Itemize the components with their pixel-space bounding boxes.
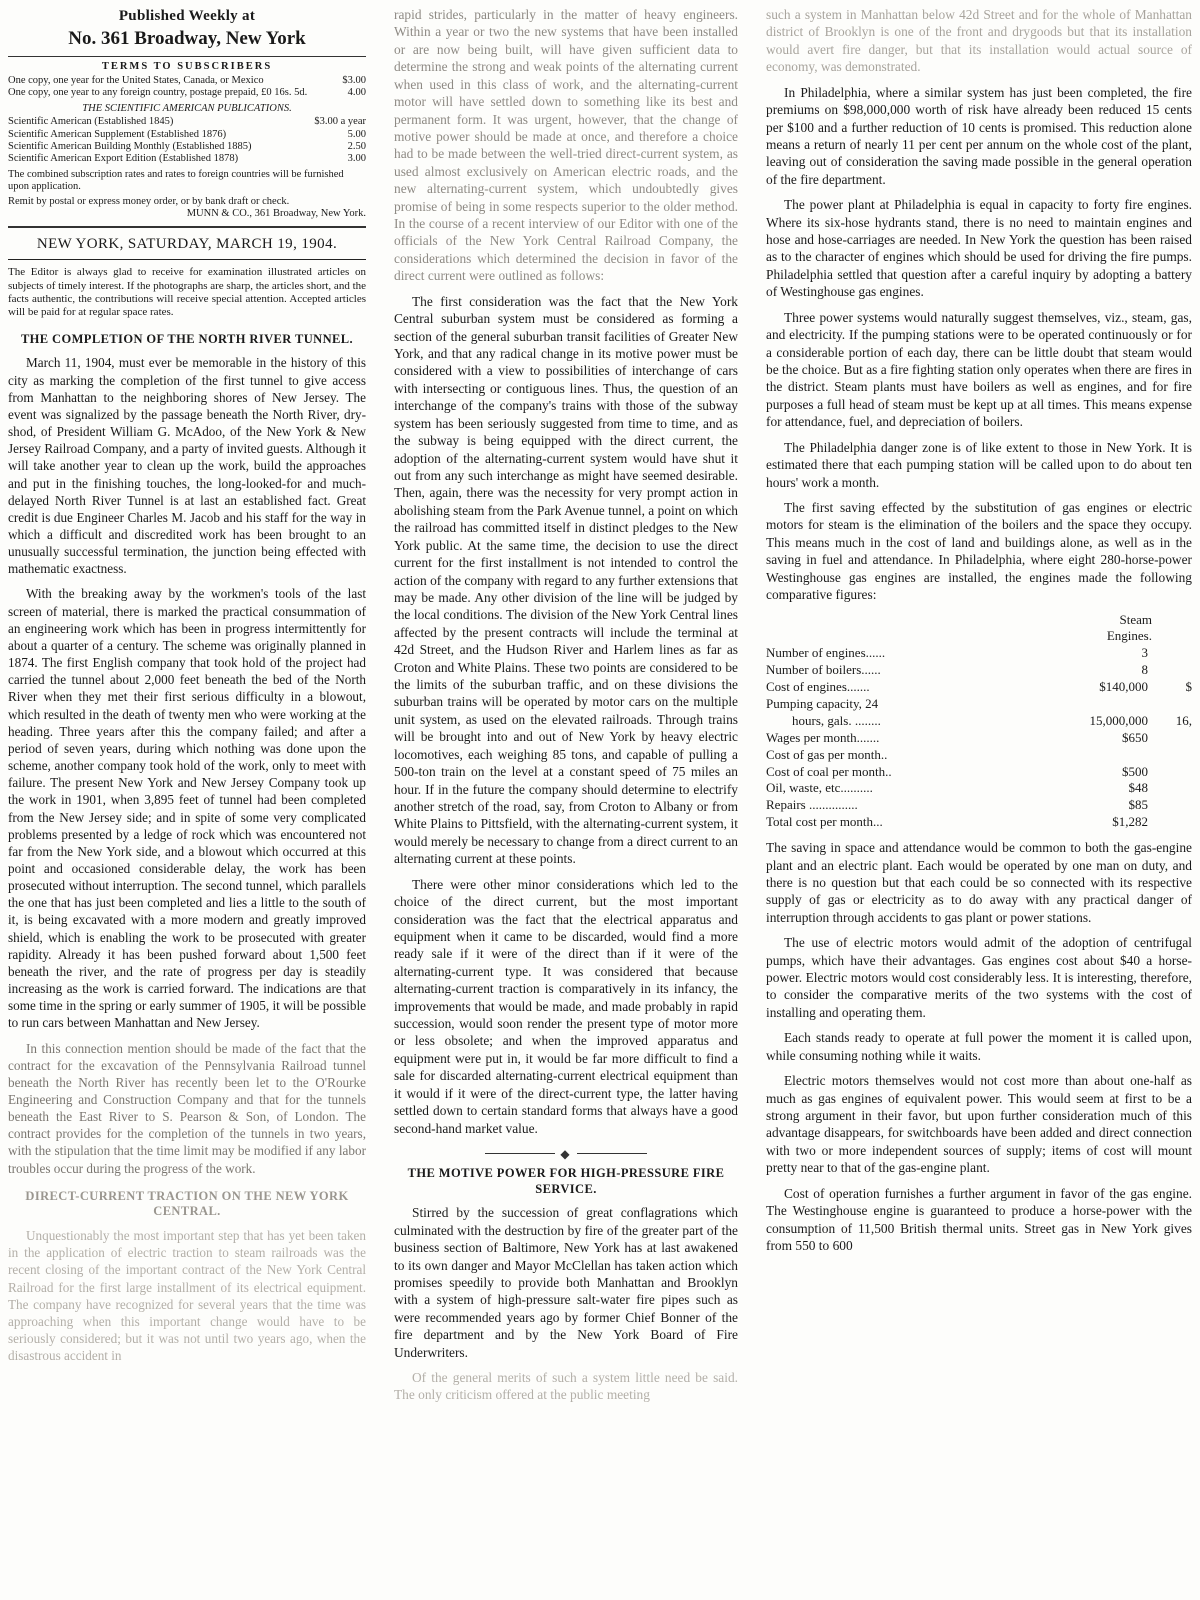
paragraph: such a system in Manhattan below 42d Street and for the whole of Manhattan district of Brooklyn is one of the front and drygoods but that its installation would avert fire danger, but that its installation would actual source of economy, was demonstrated. xyxy=(766,7,1192,75)
table-cell-value: $650 xyxy=(1122,729,1148,745)
publication-row xyxy=(8,141,366,153)
publication-value: 5.00 xyxy=(347,128,366,140)
table-cell-value: $85 xyxy=(1128,797,1148,813)
publication-row xyxy=(8,153,366,165)
table-cell-label: Cost of engines....... xyxy=(766,679,870,695)
published-weekly-label: Published Weekly at xyxy=(118,8,256,24)
table-cell-value: $1,282 xyxy=(1112,814,1148,830)
table-cell-label: Pumping capacity, 24 xyxy=(766,695,879,711)
table-row xyxy=(766,814,1192,831)
table-cell-label: Total cost per month... xyxy=(766,814,883,830)
table-row xyxy=(766,797,1192,814)
table-cell-value xyxy=(1148,764,1192,781)
paragraph: The first consideration was the fact that the New York Central suburban system must be considered as forming a section of the general suburban transit facilities of Greater New York, and that any radical change in its motive power must be considered with a view to possibilities of interchange of cars with intersecting or contiguous lines. Thus, the question of an interchange of the company's trains with those of the subway system has been seriously suggested from time to time, and as the subway is being equipped with the direct current, the adoption of the alternating-current system would have shut it out from any such interchange as might have seemed desirable. Then, again, there was the necessity for very prompt action in abolishing steam from the Park Avenue tunnel, a point on which the railroad has committed itself in distinct pledges to the New York public. At the same time, the decision to use the direct current for the first installment is not intended to control the action of the company with regard to any further extensions that may be made. Any other division of the line will be judged by the local conditions. The division of the New York Central lines affected by the present contracts will include the terminal at 42d Street, and the Hudson River and Harlem lines as far as Croton and White Plains. These two points are considered to be the limits of the suburban traffic, and on these divisions the suburban trains will be operated by motor cars on the multiple unit system, as used on the elevated railroads. Through trains will be brought into and out of New York by heavy electric locomotives, each weighing 85 tons, and capable of pulling a 500-ton train on the level at a constant speed of 75 miles an hour. If in the future the company should determine to electrify another stretch of the road, say, from Croton to Albany or from White Plains to Pittsfield, with the alternating-current system, it would merely be necessary to change from a direct current to an alternating current at these points. xyxy=(394,293,738,867)
terms-text: One copy, one year for the United States, Canada, or Mexico xyxy=(8,75,264,86)
publication-text: Scientific American (Established 1845) xyxy=(8,116,174,128)
table-cell-value xyxy=(1148,730,1192,747)
paragraph: rapid strides, particularly in the matter of heavy engineers. Within a year or two the new systems that have been installed or are now being built, will have given sufficient data to determine the strong and weak points of the alternating current when used in this class of work, and the alternating-current motor will have settled down to something like its best and permanent form. It was urgent, however, that the change of motive power should be made at once, and therefore a choice had to be made between the well-tried direct-current system, as used almost exclusively on American electric roads, and the new alternating-current system, which undoubtedly gives promise of being in some respects superior to the older method. In the course of a recent interview of our Editor with one of the officials of the New York Central Railroad Company, the considerations which determined the decision in favor of the direct current were outlined as follows: xyxy=(394,7,738,284)
paragraph: The power plant at Philadelphia is equal in capacity to forty fire engines. Where its six-hose hydrants stand, there is no need to maintain engines and hose and hose-carriages are needed. In New York the question has been raised as to the character of engines which should be used for driving the fire pumps. Philadelphia settled that question after a careful inquiry by adopting a battery of Westinghouse gas engines. xyxy=(766,197,1192,300)
table-cell-label: Repairs ............... xyxy=(766,797,858,813)
table-cell-value xyxy=(1148,814,1192,831)
article-headline-direct-current-traction: DIRECT-CURRENT TRACTION ON THE NEW YORK CENTRAL. xyxy=(25,1188,349,1219)
table-row xyxy=(766,780,1192,797)
paragraph: Unquestionably the most important step that has yet been taken in the application of electric traction to steam railroads was the recent closing of the important contract of the New York Central Railroad for the first large installment of its electrical equipment. The company have recognized for several years that the time was approaching when this important change would have to be seriously considered; but it was not until two years ago, when the disastrous accident in xyxy=(8,1228,366,1364)
table-cell-value: $48 xyxy=(1128,780,1148,796)
table-cell-label: Wages per month....... xyxy=(766,729,880,745)
cost-comparison-table xyxy=(766,612,1192,832)
table-col-header: Steam xyxy=(1119,611,1152,627)
publication-text: Scientific American Building Monthly (Established 1885) xyxy=(8,140,252,152)
paragraph: Three power systems would naturally suggest themselves, viz., steam, gas, and electricity. If the pumping stations were to be operated continuously or for a considerable portion of each day, there can be little doubt that steam would be the choice. But as a fire fighting station only operates when there are fires in the district. Steam plants must have boilers as well as engines, and for fire purposes a full head of steam must be kept up at all times. This means expense for attendance, fuel, and depreciation of boilers. xyxy=(766,309,1192,430)
divider xyxy=(8,226,366,228)
table-row xyxy=(766,747,1192,764)
paragraph: Of the general merits of such a system little need be said. The only criticism offered at the public meeting xyxy=(394,1370,738,1403)
terms-title: TERMS TO SUBSCRIBERS xyxy=(101,61,273,72)
column-right xyxy=(752,6,1192,1600)
publisher-name: MUNN & CO., 361 Broadway, New York. xyxy=(186,207,366,219)
column-left xyxy=(8,6,380,1600)
paragraph: In Philadelphia, where a similar system has just been completed, the fire premiums on $98,000,000 worth of risk have already been reduced 15 cents per $100 and a further reduction of 10 cents is promised. This reduction alone means a return of nearly 11 per cent per annum on the whole cost of the plant, leaving out of consideration the saving made possible in the general operation of the fire department. xyxy=(766,84,1192,187)
table-col-header: Engines. xyxy=(1106,628,1152,644)
paragraph: The use of electric motors would admit of the adoption of centrifugal pumps, which have their advantages. Gas engines cost about $40 a horse-power. Electric motors would cost considerably less. It is interesting, therefore, to consider the comparative merits of the two systems with the cost of installing and operating them. xyxy=(766,935,1192,1020)
terms-text: One copy, one year to any foreign country, postage prepaid, £0 16s. 5d. xyxy=(8,87,308,99)
terms-block xyxy=(8,75,366,220)
article-headline-motive-power: THE MOTIVE POWER FOR HIGH-PRESSURE FIRE SERVICE. xyxy=(407,1166,725,1196)
table-cell-value: 16, xyxy=(1175,712,1192,728)
paragraph: March 11, 1904, must ever be memorable in the history of this city as marking the completion of the first tunnel to give access from Manhattan to the neighboring shores of New Jersey. The event was signalized by the passage beneath the North River, dry-shod, of President William G. McAdoo, of the New York & New Jersey Railroad Company, and a party of invited guests. Although it will take another year to clean up the work, build the approaches and put in the finishing touches, the long-looked-for and much-delayed North River Tunnel is at last an established fact. Great credit is due Engineer Charles M. Jacob and his staff for the way in which a difficult and discredited work has been brought to an unusually successful termination, the junction being effected with mathematic exactness. xyxy=(8,355,366,577)
table-cell-label: hours, gals. ........ xyxy=(792,712,881,728)
paragraph: The saving in space and attendance would be common to both the gas-engine plant and an electric plant. Each would be operated by one man on duty, and there is no question but that each could be so connected with its respective supply of gas or electricity as to do away with any practical danger of interruption through accidents to gas plant or power stations. xyxy=(766,840,1192,925)
table-cell-label: Number of engines...... xyxy=(766,645,886,661)
divider xyxy=(8,56,366,57)
publication-value: 3.00 xyxy=(347,153,366,165)
publication-row xyxy=(8,116,366,128)
publication-text: Scientific American Supplement (Established 1876) xyxy=(8,128,227,140)
publication-text: Scientific American Export Edition (Established 1878) xyxy=(8,153,239,165)
editor-note: The Editor is always glad to receive for examination illustrated articles on subjects of timely interest. If the photographs are sharp, the articles short, and the facts authentic, the contributions will receive special attention. Accepted articles will be paid for at regular space rates. xyxy=(8,266,367,319)
table-row xyxy=(766,696,1192,713)
combined-rates-note: The combined subscription rates and rates to foreign countries will be furnished upon application. xyxy=(8,168,344,192)
table-cell-value: $ xyxy=(1185,679,1192,695)
table-cell-value xyxy=(1148,662,1192,679)
paragraph: There were other minor considerations which led to the choice of the direct current, but the most important consideration was the fact that the electrical apparatus and equipment when it came to be discarded, would find a more ready sale if it were of the direct than if it were of the alternating-current type. It was considered that because alternating-current traction is comparatively in its infancy, the improvements that would be made, and made probably in rapid succession, would soon render the present type of motor more or less obsolete; and when the improved apparatus and equipment were put in, it would be far more difficult to find a sale for discarded alternating-current electrical equipment than it would if it were of the direct-current type, the latter having settled down to certain standard forms that always have a good second-hand market value. xyxy=(394,876,738,1136)
table-cell-label: Oil, waste, etc.......... xyxy=(766,780,873,796)
terms-row xyxy=(8,87,366,99)
table-row xyxy=(766,645,1192,662)
paragraph: Each stands ready to operate at full power the moment it is called upon, while consuming nothing while it waits. xyxy=(766,1030,1192,1063)
article-headline-north-river-tunnel: THE COMPLETION OF THE NORTH RIVER TUNNEL. xyxy=(20,331,354,346)
terms-value: $3.00 xyxy=(342,75,366,86)
table-cell-value xyxy=(1056,696,1148,713)
terms-value: 4.00 xyxy=(347,87,366,99)
table-cell-value: $500 xyxy=(1122,763,1148,779)
paragraph: The Philadelphia danger zone is of like extent to those in New York. It is estimated there that each pumping station will be called upon to do about ten hours' work a month. xyxy=(766,439,1192,490)
table-cell-value: 8 xyxy=(1141,662,1148,678)
table-row xyxy=(766,764,1192,781)
publications-title: THE SCIENTIFIC AMERICAN PUBLICATIONS. xyxy=(82,102,292,114)
table-cell-value xyxy=(1148,696,1192,713)
table-cell-value xyxy=(1056,747,1148,764)
column-middle xyxy=(380,6,752,1600)
table-row xyxy=(766,679,1192,696)
table-cell-value: 3 xyxy=(1141,645,1148,661)
remit-note: Remit by postal or express money order, or by bank draft or check. xyxy=(8,195,290,207)
table-cell-value xyxy=(1148,645,1192,662)
terms-row xyxy=(8,75,366,87)
publisher-address: No. 361 Broadway, New York xyxy=(68,28,306,49)
table-cell-label: Cost of gas per month.. xyxy=(766,746,888,762)
ornament-divider: ◆ xyxy=(394,1147,738,1162)
table-cell-label: Cost of coal per month.. xyxy=(766,763,892,779)
divider xyxy=(8,259,366,260)
paragraph: Cost of operation furnishes a further argument in favor of the gas engine. The Westinghouse engine is guaranteed to produce a horse-power with the consumption of 11,500 British thermal units. Street gas in New York gives from 550 to 600 xyxy=(766,1185,1192,1253)
masthead xyxy=(8,8,366,50)
publication-row xyxy=(8,129,366,141)
table-cell-value: $140,000 xyxy=(1099,679,1148,695)
table-row xyxy=(766,662,1192,679)
paragraph: Electric motors themselves would not cost more than about one-half as much as gas engines of equivalent power. This would seem at first to be a strong argument in their favor, but upon further consideration much of this advantage disappears, for switchboards have been added and direct connection with two or more independent sources of supply; items of cost will mount pretty near to that of the gas-engine plant. xyxy=(766,1073,1192,1176)
publication-value: $3.00 a year xyxy=(314,116,366,128)
table-cell-value xyxy=(1148,780,1192,797)
paragraph: The first saving effected by the substitution of gas engines or electric motors for steam is the elimination of the boilers and the space they occupy. This means much in the cost of land and buildings alone, as well as in the saving in fuel and attendance. In Philadelphia, where eight 280-horse-power Westinghouse gas engines are installed, the engines made the following comparative figures: xyxy=(766,499,1192,603)
table-cell-value xyxy=(1148,797,1192,814)
table-cell-value: 15,000,000 xyxy=(1089,712,1148,728)
table-header xyxy=(766,612,1192,646)
paragraph: With the breaking away by the workmen's tools of the last screen of material, there is marked the practical consummation of an engineering work which has been in progress intermittently for about a quarter of a century. The scheme was originally planned in 1874. The first English company that took hold of the project had carried the tunnel about 2,000 feet beneath the bed of the North River when they met their first serious difficulty in a blowout, which resulted in the death of twenty men who were working at the heading. Three years after this the company failed; and after a period of seven years, during which nothing was done upon the scheme, another company took hold of the work, only to meet with failure. The present New York and New Jersey Company took up the work in 1901, when 3,895 feet of tunnel had been completed from the New Jersey side; and in spite of some very complicated problems presented by a ledge of rock which was encountered not far from the New York side, and a blowout which occurred at this point and occasioned considerable delay, the work has been prosecuted without interruption. The second tunnel, which parallels the one that has just been completed and lies a little to the south of it, is being excavated with a more modern and greatly improved shield, which is enabling the work to be prosecuted with greater rapidity. Already it has been pushed forward about 1,500 feet beneath the river, and the rate of progress per day is steadily increasing as the work is carried forward. The indications are that some time in the spring or early summer of 1905, it will be possible to run cars between Manhattan and New Jersey. xyxy=(8,586,366,1031)
paragraph: In this connection mention should be made of the fact that the contract for the excavation of the Pennsylvania Railroad tunnel beneath the North River has recently been let to the O'Rourke Engineering and Construction Company and that for the tunnels beneath the East River to S. Pearson & Son, of London. The contract provides for the completion of the tunnels in two years, with the stipulation that the time limit may be modified if any labor troubles occur during the progress of the work. xyxy=(8,1040,366,1176)
paragraph: Stirred by the succession of great conflagrations which culminated with the destruction by fire of the greater part of the business section of Baltimore, New York has at last awakened to its own danger and Mayor McClellan has taken action which promises speedily to provide both Manhattan and Brooklyn with a system of high-pressure salt-water fire pipes such as were recommended years ago by former Chief Bonner of the fire department and by the New York Board of Fire Underwriters. xyxy=(394,1205,738,1360)
table-row xyxy=(766,730,1192,747)
publication-value: 2.50 xyxy=(347,140,366,152)
table-cell-label: Number of boilers...... xyxy=(766,662,881,678)
dateline: NEW YORK, SATURDAY, MARCH 19, 1904. xyxy=(36,236,338,253)
table-row xyxy=(766,713,1192,730)
table-cell-value xyxy=(1148,747,1192,764)
